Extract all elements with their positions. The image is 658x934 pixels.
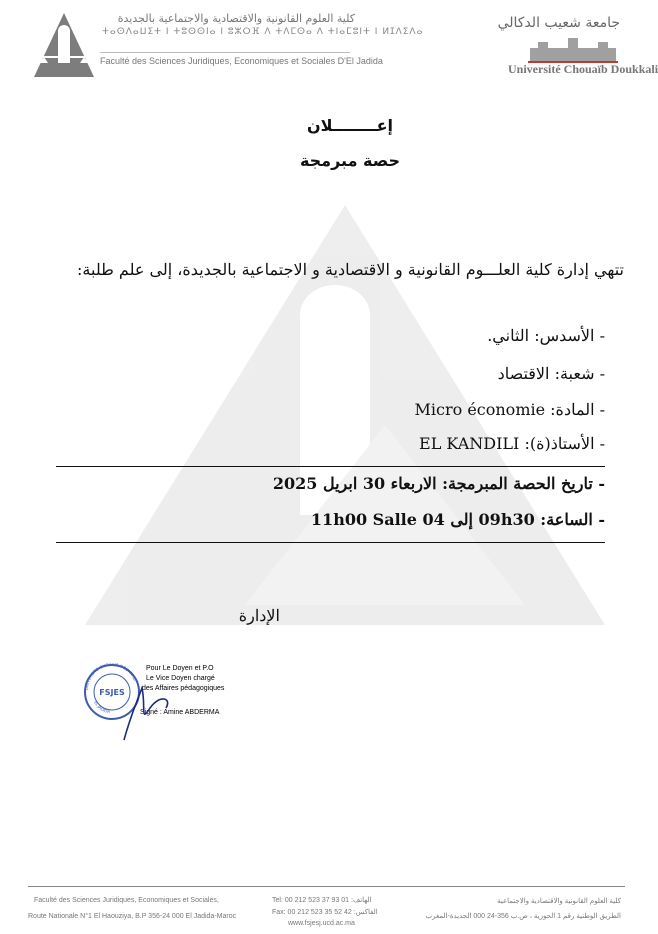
- university-name-arabic: جامعة شعيب الدكالي: [497, 15, 620, 31]
- svg-text:EL JADIDA: [93, 700, 111, 714]
- university-name-french: Université Chouaïb Doukkali: [508, 62, 658, 76]
- separator-top: [56, 466, 605, 467]
- stamp-line-2: Le Vice Doyen chargé: [146, 675, 215, 682]
- footer-divider: [28, 886, 625, 887]
- official-stamp: [80, 658, 230, 748]
- separator-bottom: [56, 542, 605, 543]
- announcement-intro: تتهي إدارة كلية العلـــوم القانونية و الاقتصادية و الاجتماعية بالجديدة، إلى علم طلبة:: [77, 260, 624, 279]
- seal-ring-text: UNIVERSITE CHOUAIB DOUKKALI: [83, 661, 138, 691]
- faculty-name-tifinagh: ⵜⴰⵙⴷⴰⵡⵉⵜ ⵏ ⵜⵓⵙⵙⵏⴰ ⵏ ⵓⵣⵔⴼ ⴷ ⵜⴷⵎⵙⴰ ⴷ ⵜⵏⴰⵎⵓⵏⵜ ⵏ ⵍⵊⴷⵉⴷⴰ: [102, 27, 424, 37]
- footer-address-ar-1: كلية العلوم القانونية والاقتصادية والاجتماعية: [497, 898, 621, 905]
- professor-line: - الأستاذ(ة): EL KANDILI: [419, 434, 605, 453]
- seal-bottom-text: EL JADIDA: [93, 700, 111, 715]
- header-divider: [100, 52, 350, 53]
- svg-text:UNIVERSITE CHOUAIB DOUKKALI: [84, 662, 138, 690]
- footer-address-ar-2: الطريق الوطنية رقم 1 الحوزية ، ص.ب 356-24 000 الجديدة-المغرب: [425, 913, 621, 920]
- footer-address-fr-2: Route Nationale N°1 El Haouziya, B.P 356-24 000 El Jadida-Maroc: [28, 913, 237, 920]
- seal-label: FSJES: [99, 688, 125, 697]
- footer-address-fr-1: Faculté des Sciences Juridiques, Economiques et Sociales,: [34, 897, 219, 904]
- stamp-line-1: Pour Le Doyen et P.O: [146, 665, 214, 672]
- subject-line: - المادة: Micro économie: [414, 400, 605, 419]
- footer-fax: Fax: 00 212 523 35 52 42 :الفاكس: [272, 909, 378, 916]
- session-date-line: - تاريخ الحصة المبرمجة: الاربعاء 30 ابريل 2025: [272, 474, 605, 493]
- faculty-name-arabic: كلية العلوم القانونية والاقتصادية والاجتماعية بالجديدة: [117, 12, 355, 25]
- announcement-subtitle: حصة مبرمجة: [299, 151, 401, 170]
- footer-tel: Tel: 00 212 523 37 93 01 :الهاتف: [272, 897, 372, 904]
- stamp-line-4: Signé : Amine ABDERMA: [140, 709, 220, 716]
- session-time-line: - الساعة: 09h30 إلى 11h00 Salle 04: [310, 510, 605, 529]
- signatory-label: الإدارة: [238, 606, 280, 625]
- semester-line: - الأسدس: الثاني.: [487, 326, 605, 345]
- footer-website[interactable]: www.fsjesj.ucd.ac.ma: [288, 920, 355, 927]
- department-line: - شعبة: الاقتصاد: [497, 364, 605, 383]
- stamp-line-3: des Affaires pédagogiques: [142, 685, 225, 692]
- faculty-logo-icon: [34, 13, 94, 77]
- faculty-name-french: Faculté des Sciences Juridiques, Economiques et Sociales D'El Jadida: [100, 56, 383, 66]
- announcement-title: إعــــــــلان: [307, 116, 393, 135]
- university-emblem-icon: [528, 38, 618, 64]
